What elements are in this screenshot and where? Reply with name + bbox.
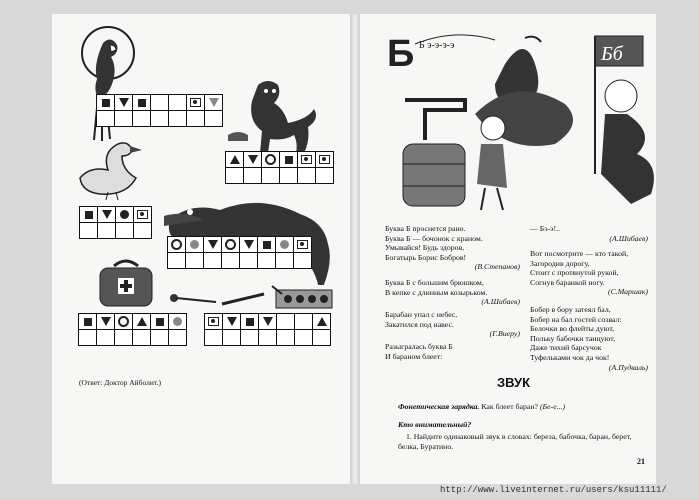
poem-line: Буква Б с большим брюшком,	[385, 278, 484, 287]
poem-author: (Г.Виеру)	[489, 329, 520, 339]
poem-line: — Бэ-э!..	[530, 224, 561, 233]
poem-block-1	[385, 224, 520, 272]
puzzle-grid-crocodile	[168, 237, 312, 269]
parrot-icon	[78, 25, 138, 145]
poem-line: Буква Б проснется рано.	[385, 224, 466, 233]
source-url[interactable]: http://www.liveinternet.ru/users/ksu11111/	[440, 485, 667, 495]
poem-line: Согнув баранкой ногу.	[530, 277, 605, 287]
poem-block-4	[385, 342, 520, 361]
puzzle-grid-bag	[79, 314, 187, 346]
poem-author: (А.Шибаев)	[481, 297, 520, 307]
puzzle-grid-parrot	[97, 95, 223, 127]
pill-box-icon	[270, 284, 334, 312]
doctor-bag-icon	[96, 258, 156, 308]
task-line-2: белка, Буратино.	[398, 442, 454, 451]
poem-block-7	[530, 305, 648, 372]
warmup-text: Как блеет баран?	[479, 402, 540, 411]
letter-b-scene-illustration	[385, 24, 665, 216]
puzzle-grid-dog	[226, 152, 334, 184]
poem-block-2	[385, 278, 520, 307]
duck-icon	[78, 138, 150, 200]
thermometer-icon	[168, 290, 268, 310]
page-number: 21	[637, 457, 645, 466]
task-line-1: 1. Найдите одинаковый звук в словах: береза, бабочка, баран, берет,	[406, 432, 632, 441]
poem-line: Буква Б — бочонок с краном.	[385, 233, 483, 243]
poem-author: (С.Маршак)	[608, 287, 648, 297]
poem-line: Белочки во флейты дуют,	[530, 324, 615, 334]
svg-text:Б: Б	[387, 33, 415, 75]
poem-line: В кепке с длинным козырьком.	[385, 287, 488, 297]
poem-line: Польку бабочки танцуют,	[530, 333, 616, 343]
poem-line: Бобер в бору затеял бал,	[530, 305, 611, 314]
poem-block-5	[530, 224, 648, 243]
poem-line: Загородив дорогу,	[530, 258, 590, 268]
header-letters: Б э-э-э-э	[419, 40, 455, 51]
poem-line: Закатился под навес.	[385, 319, 454, 329]
poem-block-3	[385, 310, 520, 339]
attentive-label: Кто внимательный?	[398, 420, 472, 429]
poem-line: Умывайся! Будь здоров,	[385, 243, 465, 253]
poem-line: Даже тихий барсучок	[530, 343, 602, 353]
poem-line: И бараном блеет:	[385, 351, 443, 361]
poem-line: Богатырь Борис Бобров!	[385, 252, 467, 262]
poem-block-6	[530, 249, 648, 297]
warmup-answer: (Бе-е...)	[539, 402, 566, 411]
poem-line: Разыгралась буква Б	[385, 342, 453, 351]
poem-line: Вот посмотрите — кто такой,	[530, 249, 629, 258]
poem-line: Барабан упал с небес,	[385, 310, 458, 319]
warmup-label: Фонетическая зарядка.	[398, 402, 480, 411]
warmup-line	[398, 402, 565, 412]
puzzle-grid-duck	[80, 207, 152, 239]
answer-text: (Ответ: Доктор Айболит.)	[79, 378, 161, 387]
dog-icon	[228, 75, 328, 155]
book-gutter	[350, 14, 360, 484]
poem-author: (В.Степанов)	[474, 262, 520, 272]
section-title: ЗВУК	[497, 375, 531, 390]
puzzle-grid-pills	[205, 314, 331, 346]
poem-author: (А.Шибаев)	[609, 233, 648, 243]
poem-author: (А.Пудваль)	[608, 362, 648, 372]
flag-letters: Бб	[601, 43, 623, 65]
poem-line: Стоит с протянутой рукой,	[530, 268, 619, 278]
poem-line: Туфельками чок да чок!	[530, 352, 610, 362]
poem-line: Бобер на бал гостей созвал:	[530, 314, 622, 324]
